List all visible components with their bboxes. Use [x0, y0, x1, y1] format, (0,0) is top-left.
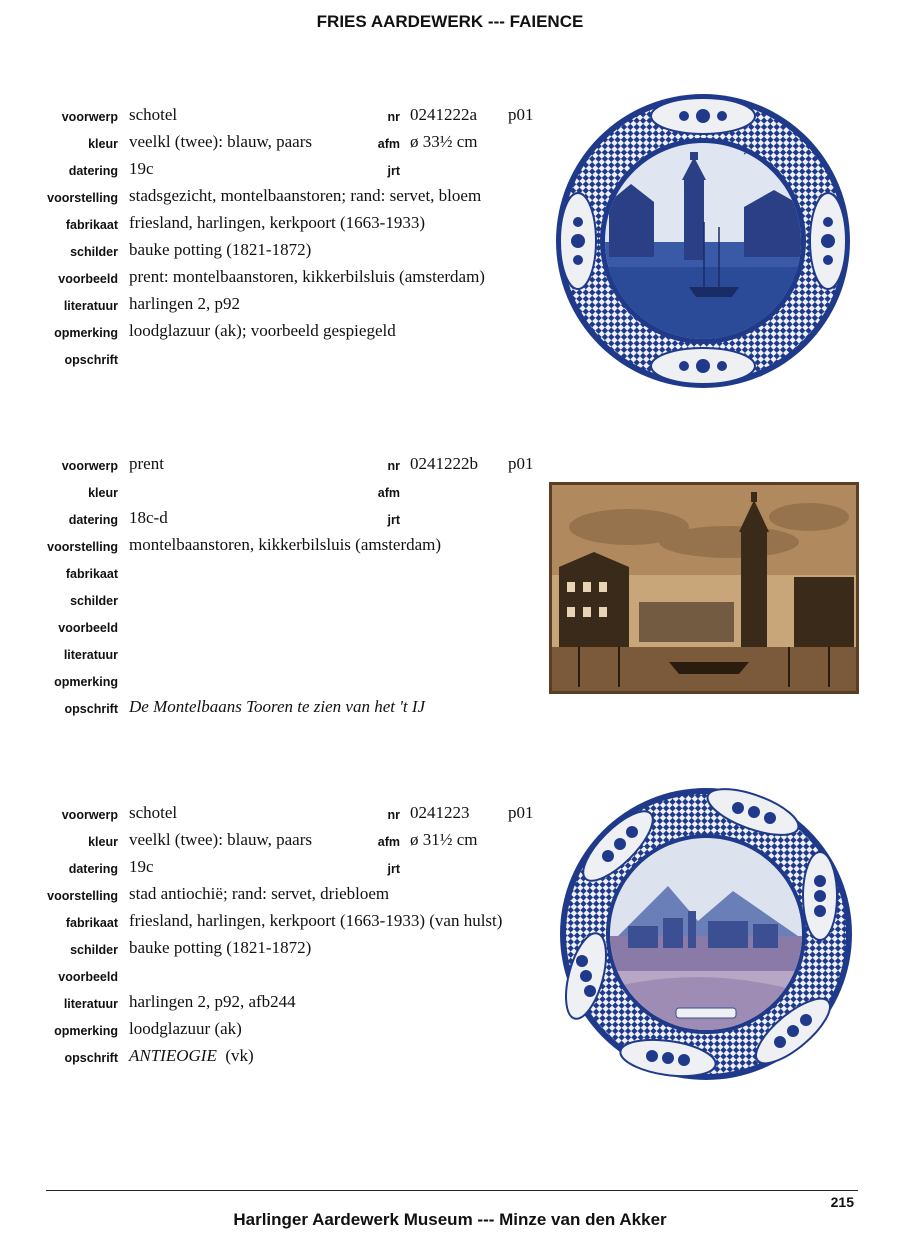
value-voorwerp: schotel [129, 803, 178, 822]
label-voorstelling: voorstelling [47, 540, 118, 554]
label-literatuur: literatuur [63, 299, 118, 313]
label-nr: nr [387, 459, 400, 473]
footer-divider [46, 1190, 858, 1191]
plate-image-antiochie [558, 786, 854, 1082]
value-opschrift-suffix: (vk) [225, 1046, 254, 1065]
label-jrt: jrt [387, 862, 400, 876]
value-voorstelling: montelbaanstoren, kikkerbilsluis (amsterdam) [129, 535, 442, 554]
value-kleur: veelkl (twee): blauw, paars [129, 830, 312, 849]
row-fabrikaat [0, 213, 545, 235]
label-opmerking: opmerking [54, 326, 118, 340]
row-voorbeeld [0, 267, 545, 289]
label-kleur: kleur [88, 835, 118, 849]
row-datering [0, 857, 545, 879]
value-opmerking: loodglazuur (ak); voorbeeld gespiegeld [129, 321, 396, 340]
value-nr: 0241222a [410, 105, 478, 124]
value-literatuur: harlingen 2, p92 [129, 294, 240, 313]
value-page: p01 [508, 803, 534, 822]
row-opschrift [0, 1046, 545, 1068]
row-voorwerp [0, 803, 545, 825]
label-nr: nr [387, 808, 400, 822]
page-footer: Harlinger Aardewerk Museum --- Minze van den Akker [233, 1210, 667, 1229]
page-number: 215 [830, 1194, 854, 1210]
row-schilder [0, 589, 545, 611]
record-0241223 [0, 803, 545, 1103]
value-opschrift [129, 1046, 254, 1066]
row-datering [0, 508, 545, 530]
value-opschrift: De Montelbaans Tooren te zien van het 't IJ [129, 697, 426, 716]
label-fabrikaat: fabrikaat [65, 567, 118, 581]
row-voorwerp [0, 454, 545, 476]
row-schilder [0, 938, 545, 960]
label-voorwerp: voorwerp [61, 110, 118, 124]
value-schilder: bauke potting (1821-1872) [129, 938, 312, 957]
label-jrt: jrt [387, 513, 400, 527]
value-datering: 18c-d [129, 508, 168, 527]
label-jrt: jrt [387, 164, 400, 178]
value-fabrikaat: friesland, harlingen, kerkpoort (1663-1933) [129, 213, 425, 232]
value-datering: 19c [129, 857, 154, 876]
row-literatuur [0, 643, 545, 665]
row-opmerking [0, 321, 545, 343]
row-kleur [0, 481, 545, 503]
value-voorstelling: stad antiochië; rand: servet, driebloem [129, 884, 390, 903]
row-voorwerp [0, 105, 545, 127]
row-fabrikaat [0, 911, 545, 933]
row-voorstelling [0, 186, 545, 208]
row-voorbeeld [0, 616, 545, 638]
label-opmerking: opmerking [54, 675, 118, 689]
row-fabrikaat [0, 562, 545, 584]
row-opschrift [0, 348, 545, 370]
label-voorbeeld: voorbeeld [58, 272, 118, 286]
value-page: p01 [508, 105, 534, 124]
label-schilder: schilder [70, 943, 118, 957]
record-0241222b [0, 454, 545, 754]
row-voorbeeld [0, 965, 545, 987]
row-kleur [0, 132, 545, 154]
row-opschrift [0, 697, 545, 719]
label-voorstelling: voorstelling [47, 191, 118, 205]
label-nr: nr [387, 110, 400, 124]
label-opschrift: opschrift [64, 353, 118, 367]
label-afm: afm [377, 486, 400, 500]
label-schilder: schilder [70, 245, 118, 259]
value-afm: ø 31½ cm [410, 830, 478, 849]
row-voorstelling [0, 884, 545, 906]
value-schilder: bauke potting (1821-1872) [129, 240, 312, 259]
label-voorbeeld: voorbeeld [58, 621, 118, 635]
label-datering: datering [68, 164, 118, 178]
label-opschrift: opschrift [64, 702, 118, 716]
value-voorbeeld: prent: montelbaanstoren, kikkerbilsluis (amsterdam) [129, 267, 485, 286]
value-opschrift-text: ANTIEOGIE [129, 1046, 217, 1065]
label-kleur: kleur [88, 137, 118, 151]
label-voorbeeld: voorbeeld [58, 970, 118, 984]
label-datering: datering [68, 513, 118, 527]
row-opmerking [0, 670, 545, 692]
value-voorwerp: prent [129, 454, 164, 473]
value-opmerking: loodglazuur (ak) [129, 1019, 242, 1038]
value-fabrikaat: friesland, harlingen, kerkpoort (1663-1933) (van hulst) [129, 911, 503, 930]
label-schilder: schilder [70, 594, 118, 608]
value-literatuur: harlingen 2, p92, afb244 [129, 992, 296, 1011]
label-literatuur: literatuur [63, 648, 118, 662]
row-opmerking [0, 1019, 545, 1041]
value-nr: 0241222b [410, 454, 478, 473]
label-kleur: kleur [88, 486, 118, 500]
label-opmerking: opmerking [54, 1024, 118, 1038]
row-datering [0, 159, 545, 181]
label-fabrikaat: fabrikaat [65, 218, 118, 232]
record-0241222a [0, 105, 545, 405]
print-image-montelbaanstoren [549, 482, 859, 694]
value-voorstelling: stadsgezicht, montelbaanstoren; rand: servet, bloem [129, 186, 482, 205]
plate-image-montelbaanstoren [554, 92, 852, 390]
label-fabrikaat: fabrikaat [65, 916, 118, 930]
label-voorwerp: voorwerp [61, 808, 118, 822]
value-kleur: veelkl (twee): blauw, paars [129, 132, 312, 151]
row-voorstelling [0, 535, 545, 557]
label-voorstelling: voorstelling [47, 889, 118, 903]
label-datering: datering [68, 862, 118, 876]
label-voorwerp: voorwerp [61, 459, 118, 473]
row-schilder [0, 240, 545, 262]
label-afm: afm [377, 137, 400, 151]
value-datering: 19c [129, 159, 154, 178]
value-afm: ø 33½ cm [410, 132, 478, 151]
row-literatuur [0, 294, 545, 316]
row-literatuur [0, 992, 545, 1014]
label-afm: afm [377, 835, 400, 849]
value-page: p01 [508, 454, 534, 473]
label-opschrift: opschrift [64, 1051, 118, 1065]
label-literatuur: literatuur [63, 997, 118, 1011]
value-voorwerp: schotel [129, 105, 178, 124]
value-nr: 0241223 [410, 803, 470, 822]
row-kleur [0, 830, 545, 852]
page-title: FRIES AARDEWERK --- FAIENCE [316, 12, 584, 31]
